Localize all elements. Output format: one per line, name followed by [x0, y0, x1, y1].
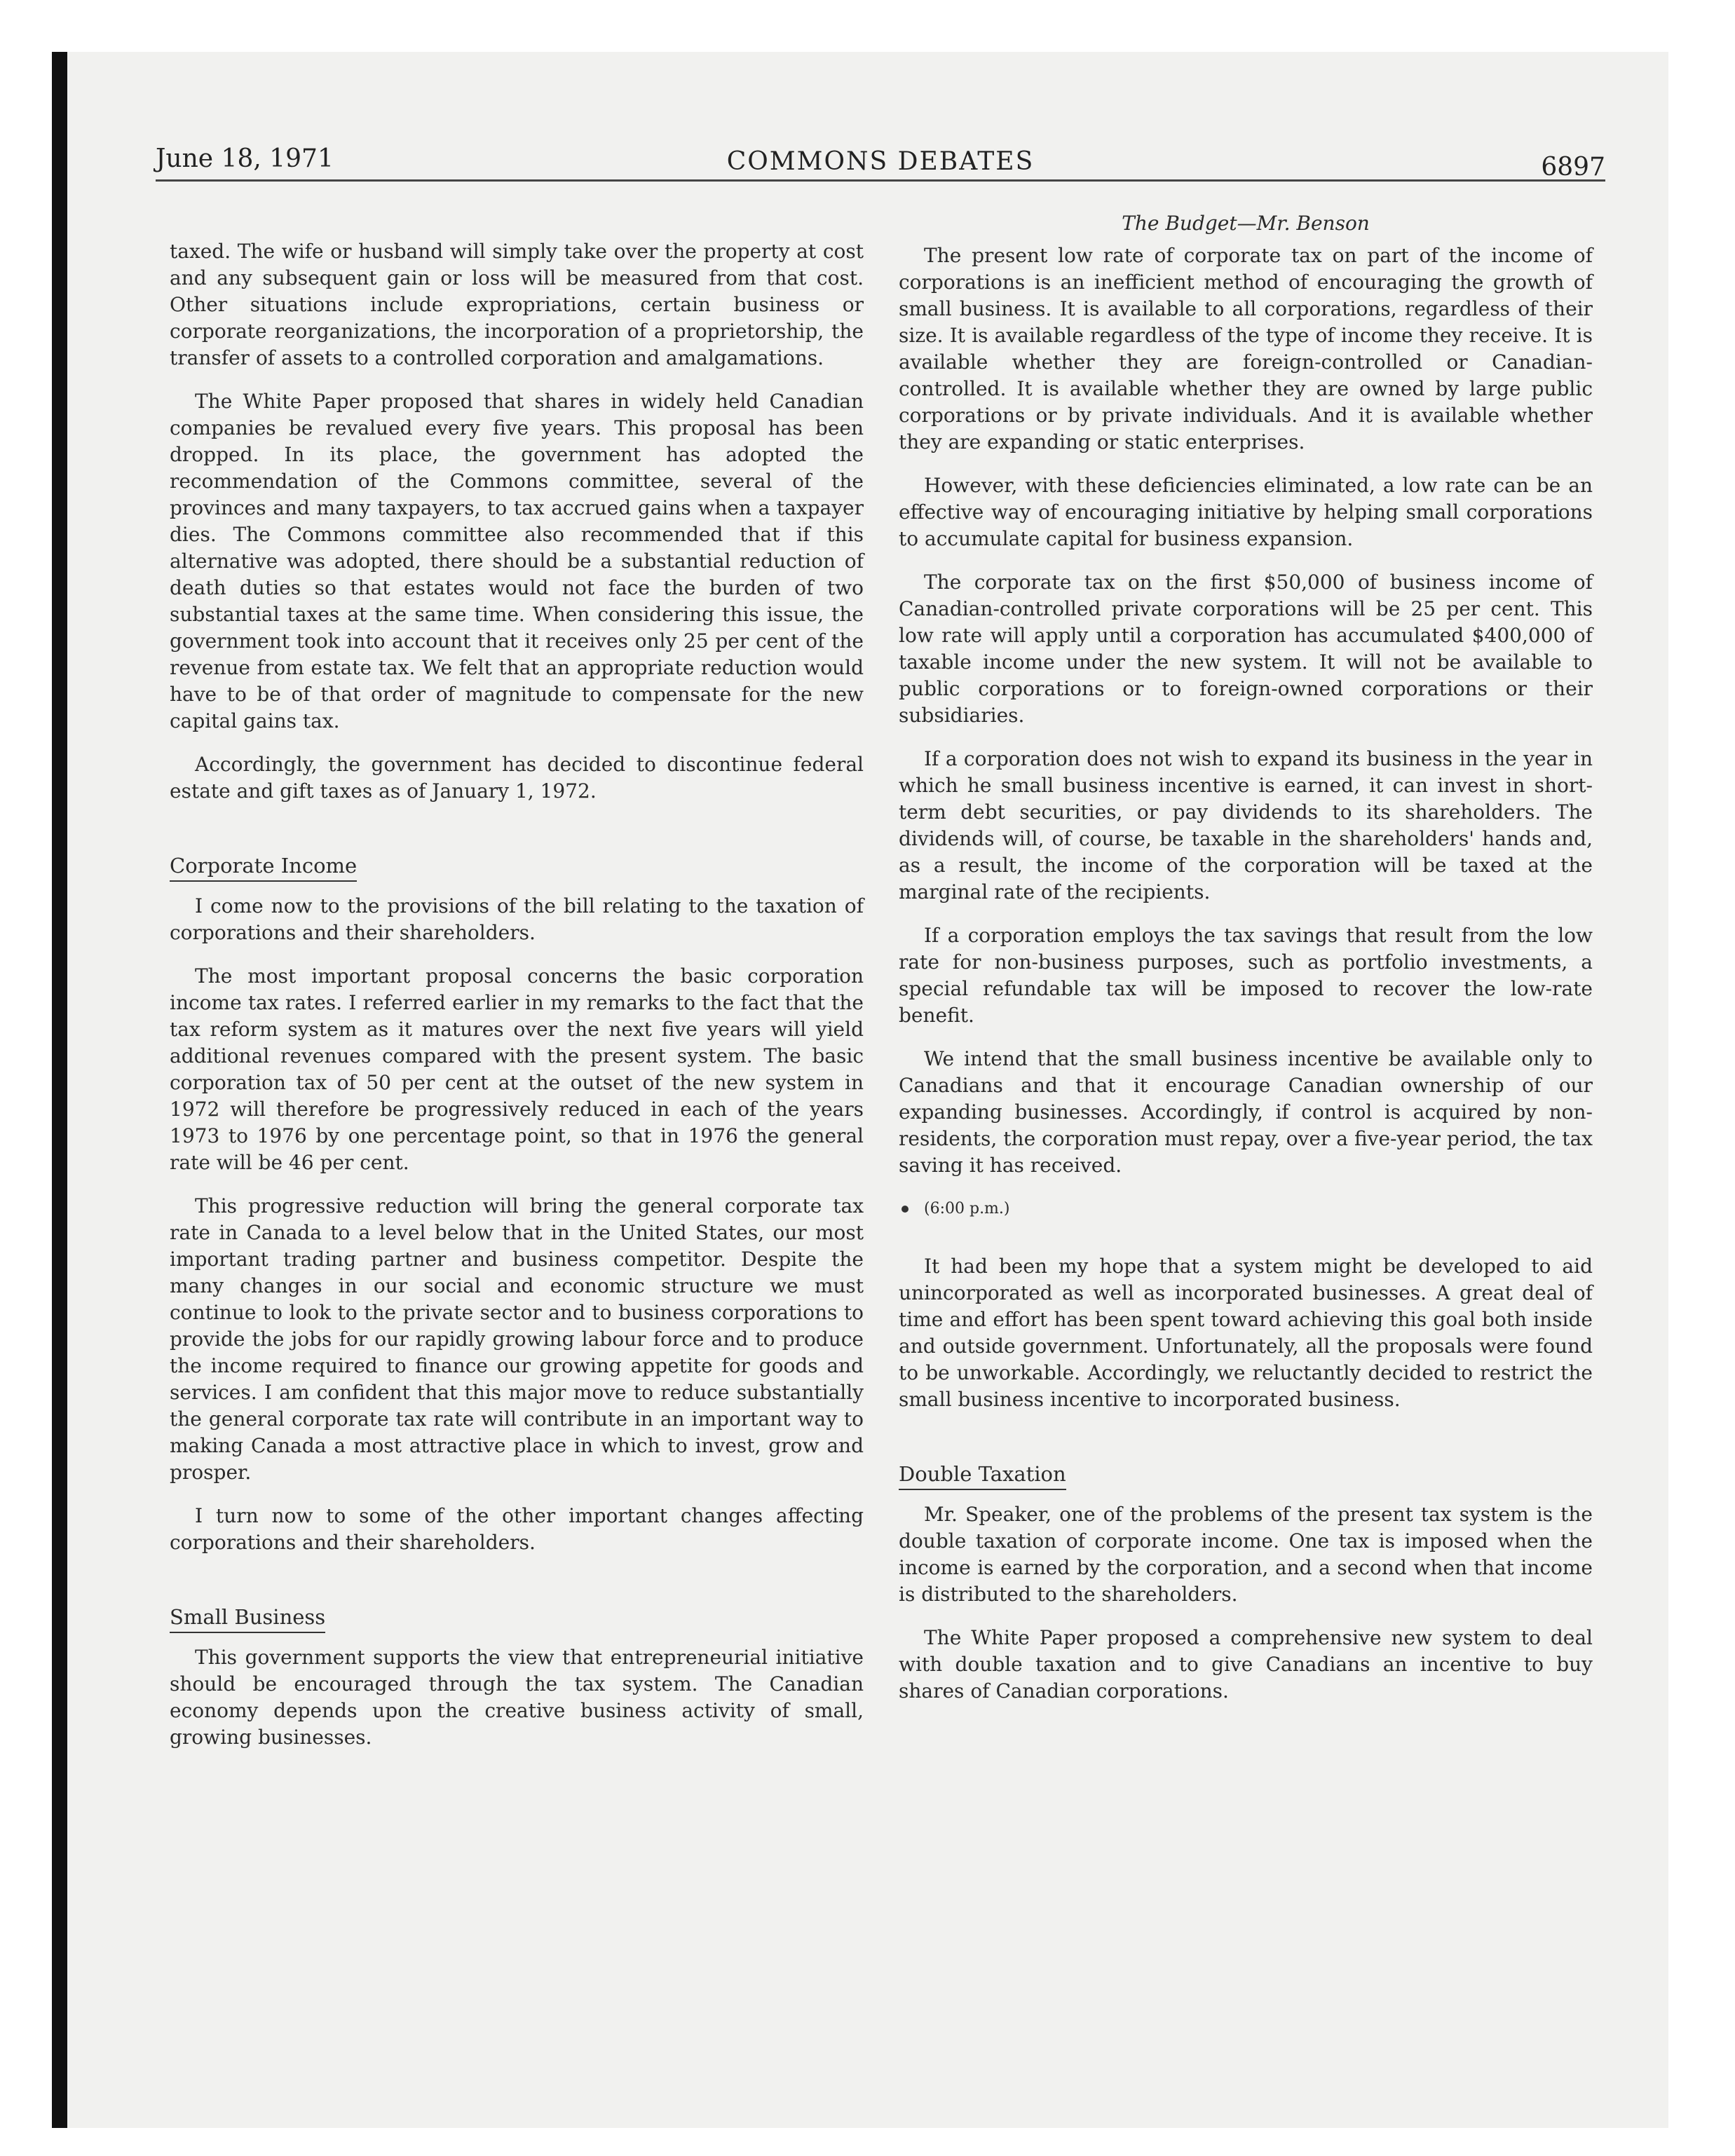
paragraph: However, with these deficiencies eliminated, a low rate can be an effective way of encouraging initiative by helping small corporations to accumulate capital for business expansion.: [899, 474, 1593, 550]
paragraph: I turn now to some of the other important changes affecting corporations and their shareholders.: [170, 1504, 864, 1554]
section-heading-small-business: Small Business: [170, 1604, 325, 1633]
page-header: [156, 144, 1605, 182]
paragraph: Accordingly, the government has decided to discontinue federal estate and gift taxes as of January 1, 1972.: [170, 753, 864, 803]
paragraph: The most important proposal concerns the basic corporation income tax rates. I referred earlier in my remarks to the fact that the tax reform system as it matures over the next five years will yield additional revenues compared with the present system. The basic corporation tax of 50 per cent at the outset of the new system in 1972 will therefore be progressively reduced in each of the years 1973 to 1976 by one percentage point, so that in 1976 the general rate will be 46 per cent.: [170, 964, 864, 1174]
paragraph: We intend that the small business incentive be available only to Canadians and that it encourage Canadian ownership of our expanding businesses. Accordingly, if control is acquired by non-residents, the corporation must repay, over a five-year period, the tax saving it has received.: [899, 1047, 1593, 1177]
paragraph: If a corporation employs the tax savings that result from the low rate for non-business purposes, such as portfolio investments, a special refundable tax will be imposed to recover the low-rate benefit.: [899, 924, 1593, 1027]
right-column: [899, 210, 1593, 1721]
paragraph: I come now to the provisions of the bill relating to the taxation of corporations and their shareholders.: [170, 894, 864, 944]
bullet-icon: [901, 1206, 909, 1213]
page-number: 6897: [1541, 153, 1605, 182]
left-column: [170, 238, 864, 1768]
paragraph: The White Paper proposed a comprehensive new system to deal with double taxation and to give Canadians an incentive to buy shares of Canadian corporations.: [899, 1626, 1593, 1703]
header-title: COMMONS DEBATES: [726, 147, 1035, 176]
header-date: June 18, 1971: [156, 144, 334, 173]
paragraph: This progressive reduction will bring the general corporate tax rate in Canada to a level below that in the United States, our most important trading partner and business competitor. Despite the many changes in our social and economic structure we must continue to look to the private sector and to business corporations to provide the jobs for our rapidly growing labour force and to produce the income required to finance our growing appetite for goods and services. I am confident that this major move to reduce substantially the general corporate tax rate will contribute in an important way to making Canada a most attractive place in which to invest, grow and prosper.: [170, 1194, 864, 1484]
paragraph: It had been my hope that a system might be developed to aid unincorporated as well as incorporated businesses. A great deal of time and effort has been spent toward achieving this goal both inside and outside government. Unfortunately, all the proposals were found to be unworkable. Accordingly, we reluctantly decided to restrict the small business incentive to incorporated business.: [899, 1255, 1593, 1411]
paragraph: taxed. The wife or husband will simply take over the property at cost and any subsequent gain or loss will be measured from that cost. Other situations include expropriations, certain business or corporate reorganizations, the incorporation of a proprietorship, the transfer of assets to a controlled corporation and amalgamations.: [170, 240, 864, 369]
paragraph: This government supports the view that entrepreneurial initiative should be encouraged through the tax system. The Canadian economy depends upon the creative business activity of small, growing businesses.: [170, 1646, 864, 1749]
section-heading-corporate-income: Corporate Income: [170, 852, 357, 882]
paragraph: The corporate tax on the first $50,000 of business income of Canadian-controlled private corporations will be 25 per cent. This low rate will apply until a corporation has accumulated $400,000 of taxable income under the new system. It will not be available to public corporations or to foreign-owned corporations or their subsidiaries.: [899, 571, 1593, 727]
time-stamp-text: (6:00 p.m.): [924, 1200, 1010, 1217]
running-head: The Budget—Mr. Benson: [1122, 212, 1370, 235]
paragraph: The present low rate of corporate tax on part of the income of corporations is an inefficient method of encouraging the growth of small business. It is available to all corporations, regardless of their size. It is available regardless of the type of income they receive. It is available whether they are foreign-controlled or Canadian-controlled. It is available whether they are owned by large public corporations or by private individuals. And it is available whether they are expanding or static enterprises.: [899, 244, 1593, 453]
paragraph: The White Paper proposed that shares in widely held Canadian companies be revalued every five years. This proposal has been dropped. In its place, the government has adopted the recommendation of the Commons committee, several of the provinces and many taxpayers, to tax accrued gains when a taxpayer dies. The Commons committee also recommended that if this alternative was adopted, there should be a substantial reduction of death duties so that estates would not face the burden of two substantial taxes at the same time. When considering this issue, the government took into account that it receives only 25 per cent of the revenue from estate tax. We felt that an appropriate reduction would have to be of that order of magnitude to compensate for the new capital gains tax.: [170, 390, 864, 732]
paragraph: If a corporation does not wish to expand its business in the year in which he small business incentive is earned, it can invest in short-term debt securities, or pay dividends to its shareholders. The dividends will, of course, be taxable in the shareholders' hands and, as a result, the income of the corporation will be taxed at the marginal rate of the recipients.: [899, 747, 1593, 903]
time-stamp: [901, 1196, 1593, 1222]
section-heading-double-taxation: Double Taxation: [899, 1461, 1066, 1490]
paragraph: Mr. Speaker, one of the problems of the present tax system is the double taxation of corporate income. One tax is imposed when the income is earned by the corporation, and a second when that income is distributed to the shareholders.: [899, 1503, 1593, 1606]
